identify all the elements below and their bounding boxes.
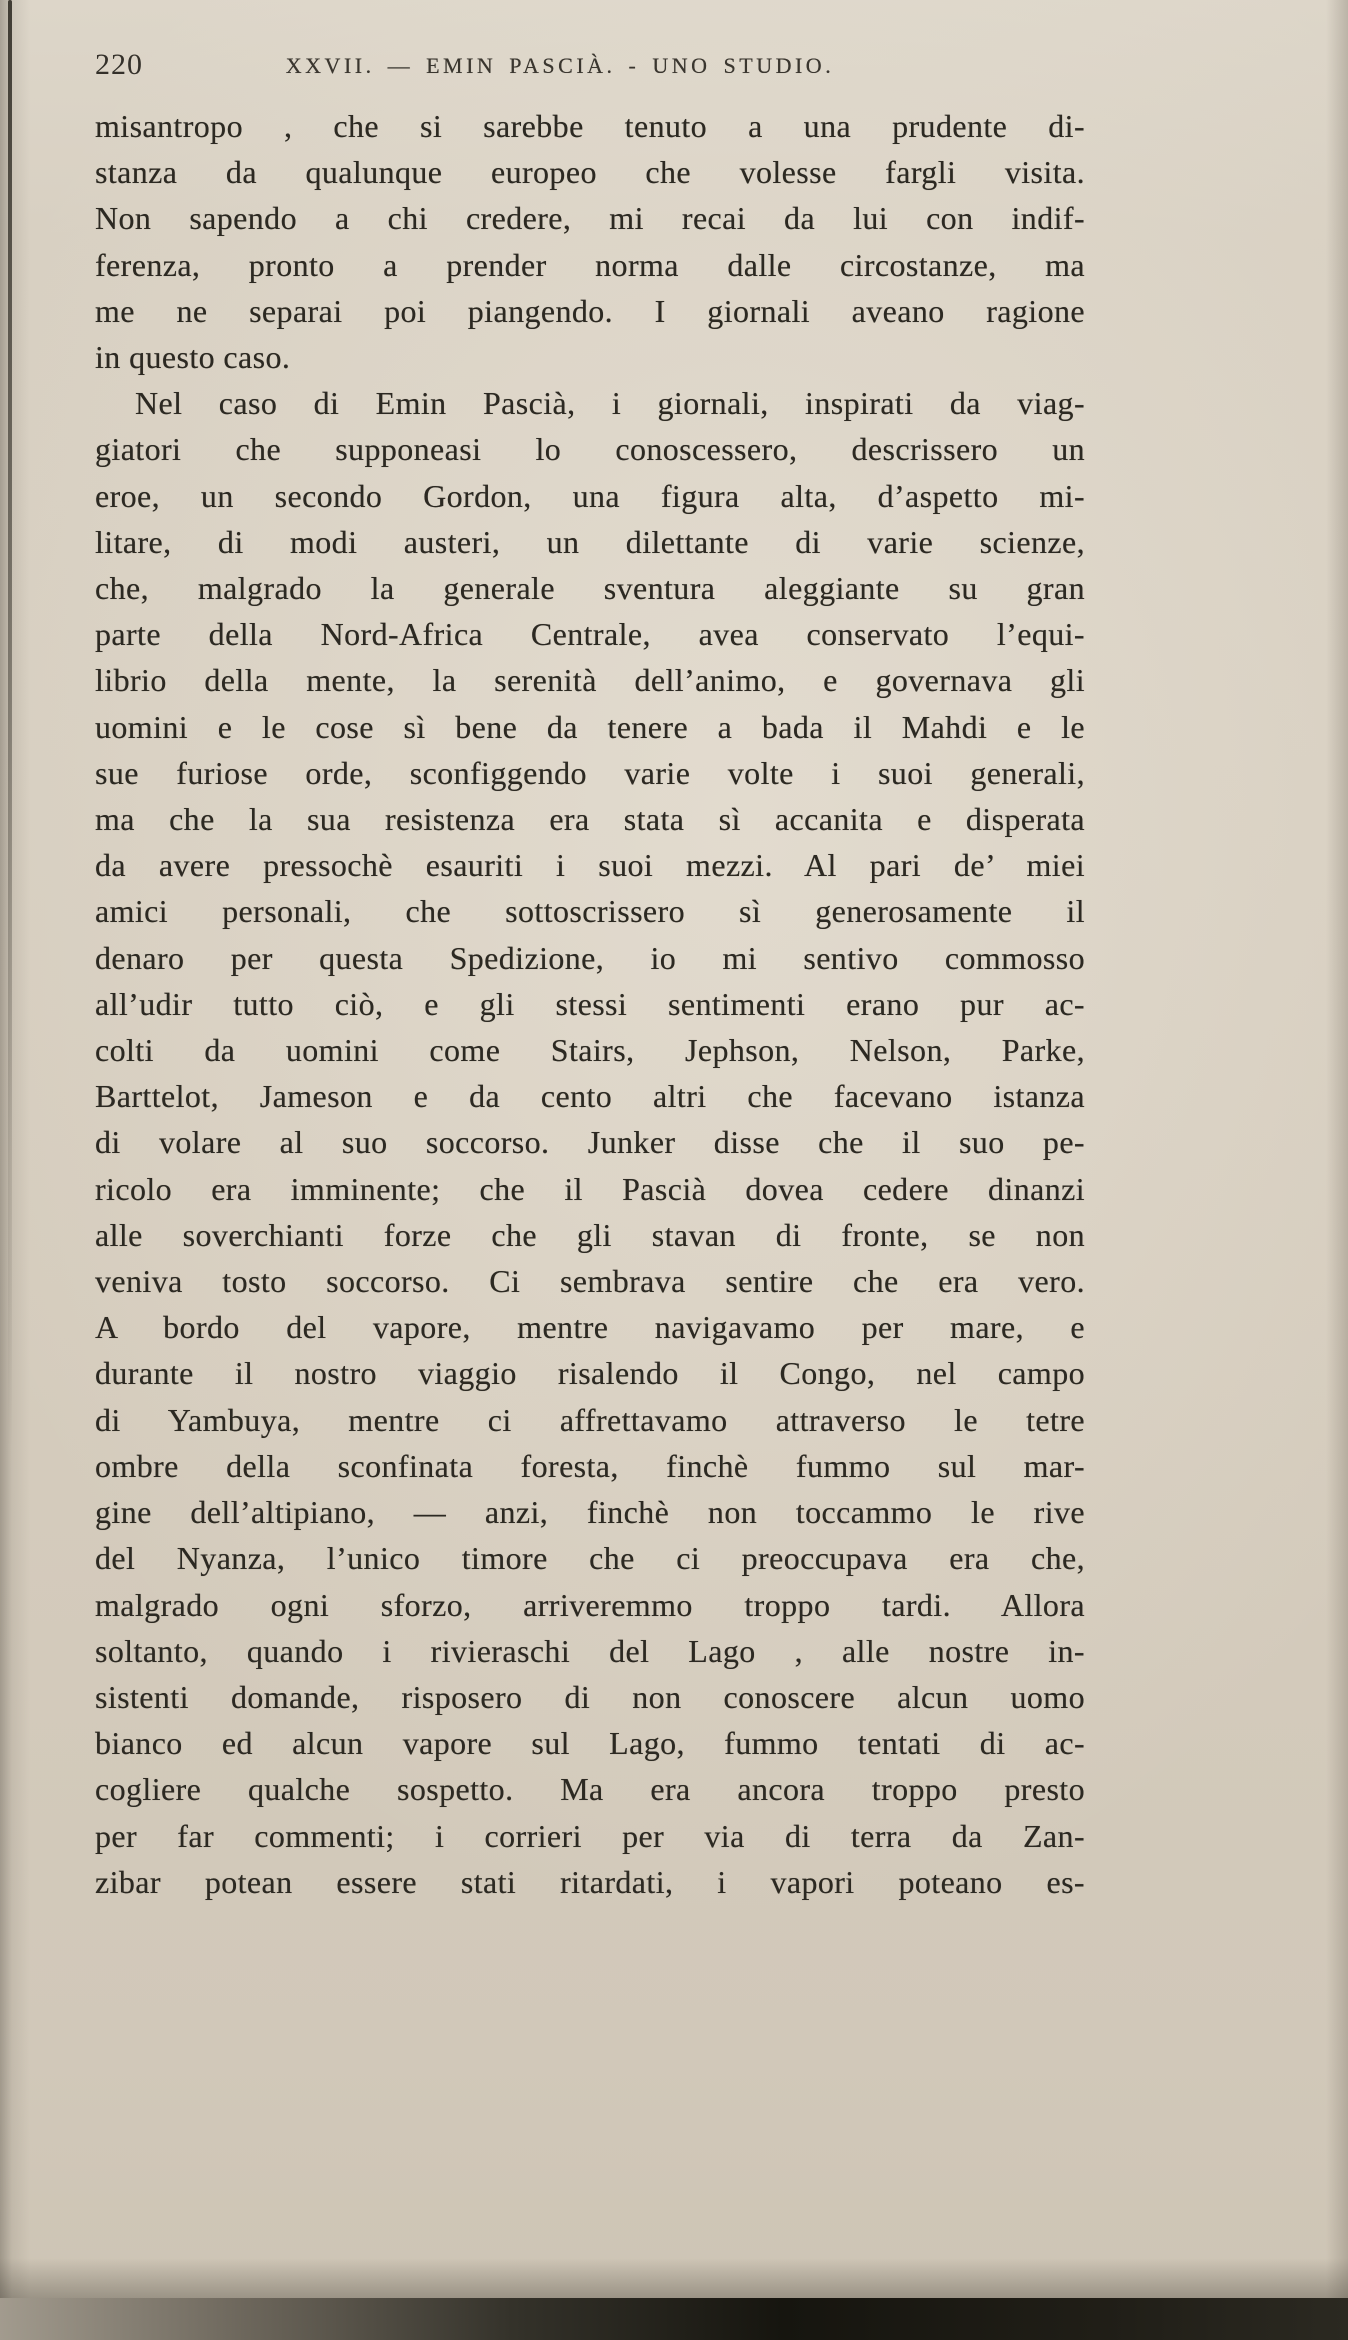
text-line: di Yambuya, mentre ci affrettavamo attraverso le tetre [95, 1401, 1085, 1438]
paragraph [95, 103, 1085, 380]
text-line: gine dell’altipiano, — anzi, finchè non toccammo le rive [95, 1494, 1085, 1531]
text-line: all’udir tutto ciò, e gli stessi sentimenti erano pur ac- [95, 985, 1085, 1022]
text-line: alle soverchianti forze che gli stavan di fronte, se non [95, 1216, 1085, 1253]
text-line: giatori che supponeasi lo conoscessero, descrissero un [95, 431, 1085, 468]
text-line: ma che la sua resistenza era stata sì accanita e disperata [95, 801, 1085, 838]
page-number: 220 [95, 48, 143, 81]
text-line: bianco ed alcun vapore sul Lago, fummo tentati di ac- [95, 1725, 1085, 1762]
paragraph [95, 380, 1085, 1905]
text-line: uomini e le cose sì bene da tenere a bada il Mahdi e le [95, 708, 1085, 745]
running-header-title: XXVII. — EMIN PASCIÀ. - UNO STUDIO. [285, 53, 835, 78]
text-line: ombre della sconfinata foresta, finchè fummo sul mar- [95, 1447, 1085, 1484]
text-line: ferenza, pronto a prender norma dalle circostanze, ma [95, 246, 1085, 283]
text-line: sistenti domande, risposero di non conoscere alcun uomo [95, 1678, 1085, 1715]
text-line: litare, di modi austeri, un dilettante di varie scienze, [95, 523, 1085, 560]
text-line: Barttelot, Jameson e da cento altri che facevano istanza [95, 1078, 1085, 1115]
text-line: soltanto, quando i rivieraschi del Lago , alle nostre in- [95, 1632, 1085, 1669]
text-line: stanza da qualunque europeo che volesse fargli visita. [95, 154, 1085, 191]
text-line: che, malgrado la generale sventura aleggiante su gran [95, 570, 1085, 607]
text-line: ricolo era imminente; che il Pascià dovea cedere dinanzi [95, 1170, 1085, 1207]
text-line: zibar potean essere stati ritardati, i vapori poteano es- [95, 1863, 1085, 1900]
bottom-scan-edge [0, 2298, 1348, 2340]
text-line: Non sapendo a chi credere, mi recai da lui con indif- [95, 200, 1085, 237]
text-line: veniva tosto soccorso. Ci sembrava sentire che era vero. [95, 1263, 1085, 1300]
text-line: da avere pressochè esauriti i suoi mezzi. Al pari de’ miei [95, 847, 1085, 884]
text-line: parte della Nord-Africa Centrale, avea conservato l’equi- [95, 616, 1085, 653]
text-line: eroe, un secondo Gordon, una figura alta, d’aspetto mi- [95, 477, 1085, 514]
text-line: sue furiose orde, sconfiggendo varie volte i suoi generali, [95, 754, 1085, 791]
text-line: malgrado ogni sforzo, arriveremmo troppo tardi. Allora [95, 1586, 1085, 1623]
text-line: in questo caso. [95, 339, 291, 376]
binding-shadow [0, 0, 30, 2340]
text-line: durante il nostro viaggio risalendo il Congo, nel campo [95, 1355, 1085, 1392]
text-line: librio della mente, la serenità dell’animo, e governava gli [95, 662, 1085, 699]
text-line: A bordo del vapore, mentre navigavamo per mare, e [95, 1309, 1085, 1346]
running-head [95, 46, 1085, 86]
text-line: cogliere qualche sospetto. Ma era ancora troppo presto [95, 1771, 1085, 1808]
binding-edge-line [8, 0, 12, 1450]
text-line: Nel caso di Emin Pascià, i giornali, inspirati da viag- [135, 385, 1085, 422]
text-line: colti da uomini come Stairs, Jephson, Nelson, Parke, [95, 1032, 1085, 1069]
text-line: misantropo , che si sarebbe tenuto a una prudente di- [95, 108, 1085, 144]
page-body [95, 103, 1085, 1905]
text-line: per far commenti; i corrieri per via di terra da Zan- [95, 1817, 1085, 1854]
bottom-shadow-fade [0, 2258, 1348, 2298]
text-line: di volare al suo soccorso. Junker disse che il suo pe- [95, 1124, 1085, 1161]
text-line: denaro per questa Spedizione, io mi sentivo commosso [95, 939, 1085, 976]
text-line: del Nyanza, l’unico timore che ci preoccupava era che, [95, 1540, 1085, 1577]
text-line: amici personali, che sottoscrissero sì generosamente il [95, 893, 1085, 930]
right-scan-edge [1326, 0, 1348, 2340]
text-line: me ne separai poi piangendo. I giornali aveano ragione [95, 292, 1085, 329]
